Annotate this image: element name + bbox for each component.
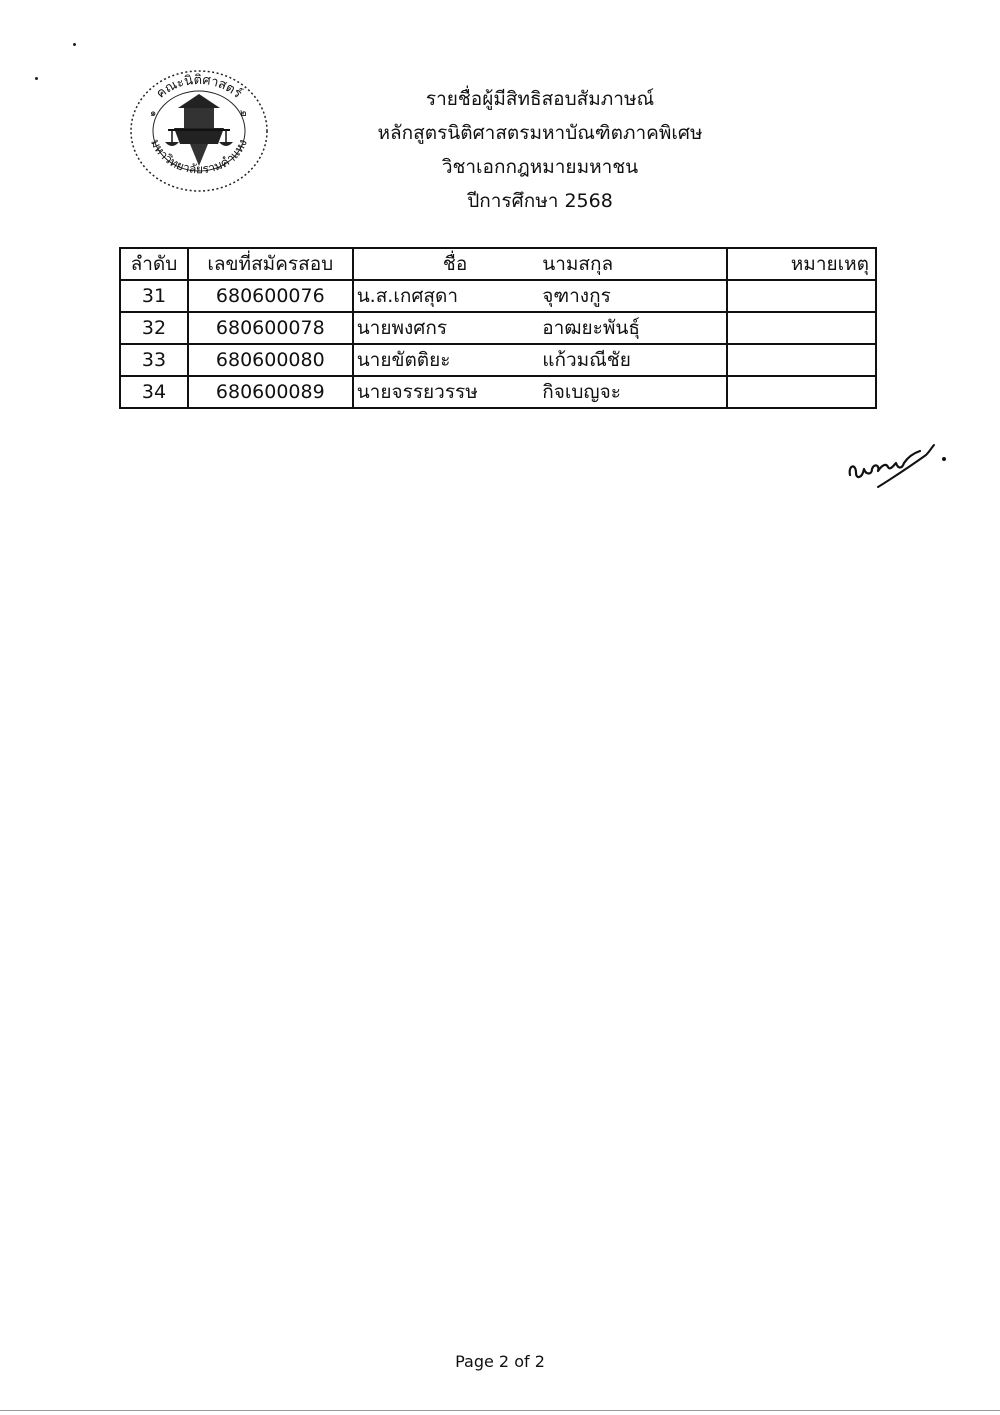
cell-first-name: น.ส.เกศสุดา xyxy=(353,280,533,312)
scan-speck xyxy=(73,43,76,46)
bottom-divider xyxy=(0,1410,1000,1411)
table-row xyxy=(120,280,876,312)
seal-numeral-left: ๑ xyxy=(150,108,157,119)
scan-speck xyxy=(35,77,38,80)
table-row xyxy=(120,312,876,344)
cell-order: 34 xyxy=(120,376,188,408)
cell-surname: แก้วมณีชัย xyxy=(532,344,726,376)
cell-order: 33 xyxy=(120,344,188,376)
header-program: หลักสูตรนิติศาสตรมหาบัณฑิตภาคพิเศษ xyxy=(377,122,703,144)
cell-remark xyxy=(727,376,877,408)
column-header-application-no: เลขที่สมัครสอบ xyxy=(188,248,353,280)
seal-text-bottom: มหาวิทยาลัยรามคำแหง xyxy=(148,137,250,177)
cell-surname: กิจเบญจะ xyxy=(532,376,726,408)
cell-first-name: นายขัตติยะ xyxy=(353,344,533,376)
cell-surname: อาฒยะพันธุ์ xyxy=(532,312,726,344)
candidate-table xyxy=(119,247,877,409)
document-header xyxy=(300,82,780,218)
page-number: Page 2 of 2 xyxy=(455,1352,545,1371)
cell-application-no: 680600076 xyxy=(188,280,353,312)
header-major: วิชาเอกกฎหมายมหาชน xyxy=(441,156,639,178)
column-header-remark: หมายเหตุ xyxy=(727,248,877,280)
table-header-row xyxy=(120,248,876,280)
table-row xyxy=(120,376,876,408)
column-header-first-name: ชื่อ xyxy=(353,248,533,280)
handwritten-signature xyxy=(842,435,952,495)
cell-remark xyxy=(727,280,877,312)
column-header-order: ลำดับ xyxy=(120,248,188,280)
cell-remark xyxy=(727,312,877,344)
cell-first-name: นายจรรยวรรษ xyxy=(353,376,533,408)
cell-application-no: 680600089 xyxy=(188,376,353,408)
column-header-surname: นามสกุล xyxy=(532,248,726,280)
header-title: รายชื่อผู้มีสิทธิสอบสัมภาษณ์ xyxy=(425,88,655,110)
table-row xyxy=(120,344,876,376)
seal-text-top: คณะนิติศาสตร์ xyxy=(153,72,245,102)
header-academic-year: ปีการศึกษา 2568 xyxy=(467,190,613,212)
cell-application-no: 680600080 xyxy=(188,344,353,376)
cell-order: 32 xyxy=(120,312,188,344)
cell-first-name: นายพงศกร xyxy=(353,312,533,344)
cell-surname: จุฑางกูร xyxy=(532,280,726,312)
faculty-seal xyxy=(128,68,270,194)
cell-remark xyxy=(727,344,877,376)
cell-application-no: 680600078 xyxy=(188,312,353,344)
seal-numeral-right: ๒ xyxy=(240,108,247,119)
cell-order: 31 xyxy=(120,280,188,312)
